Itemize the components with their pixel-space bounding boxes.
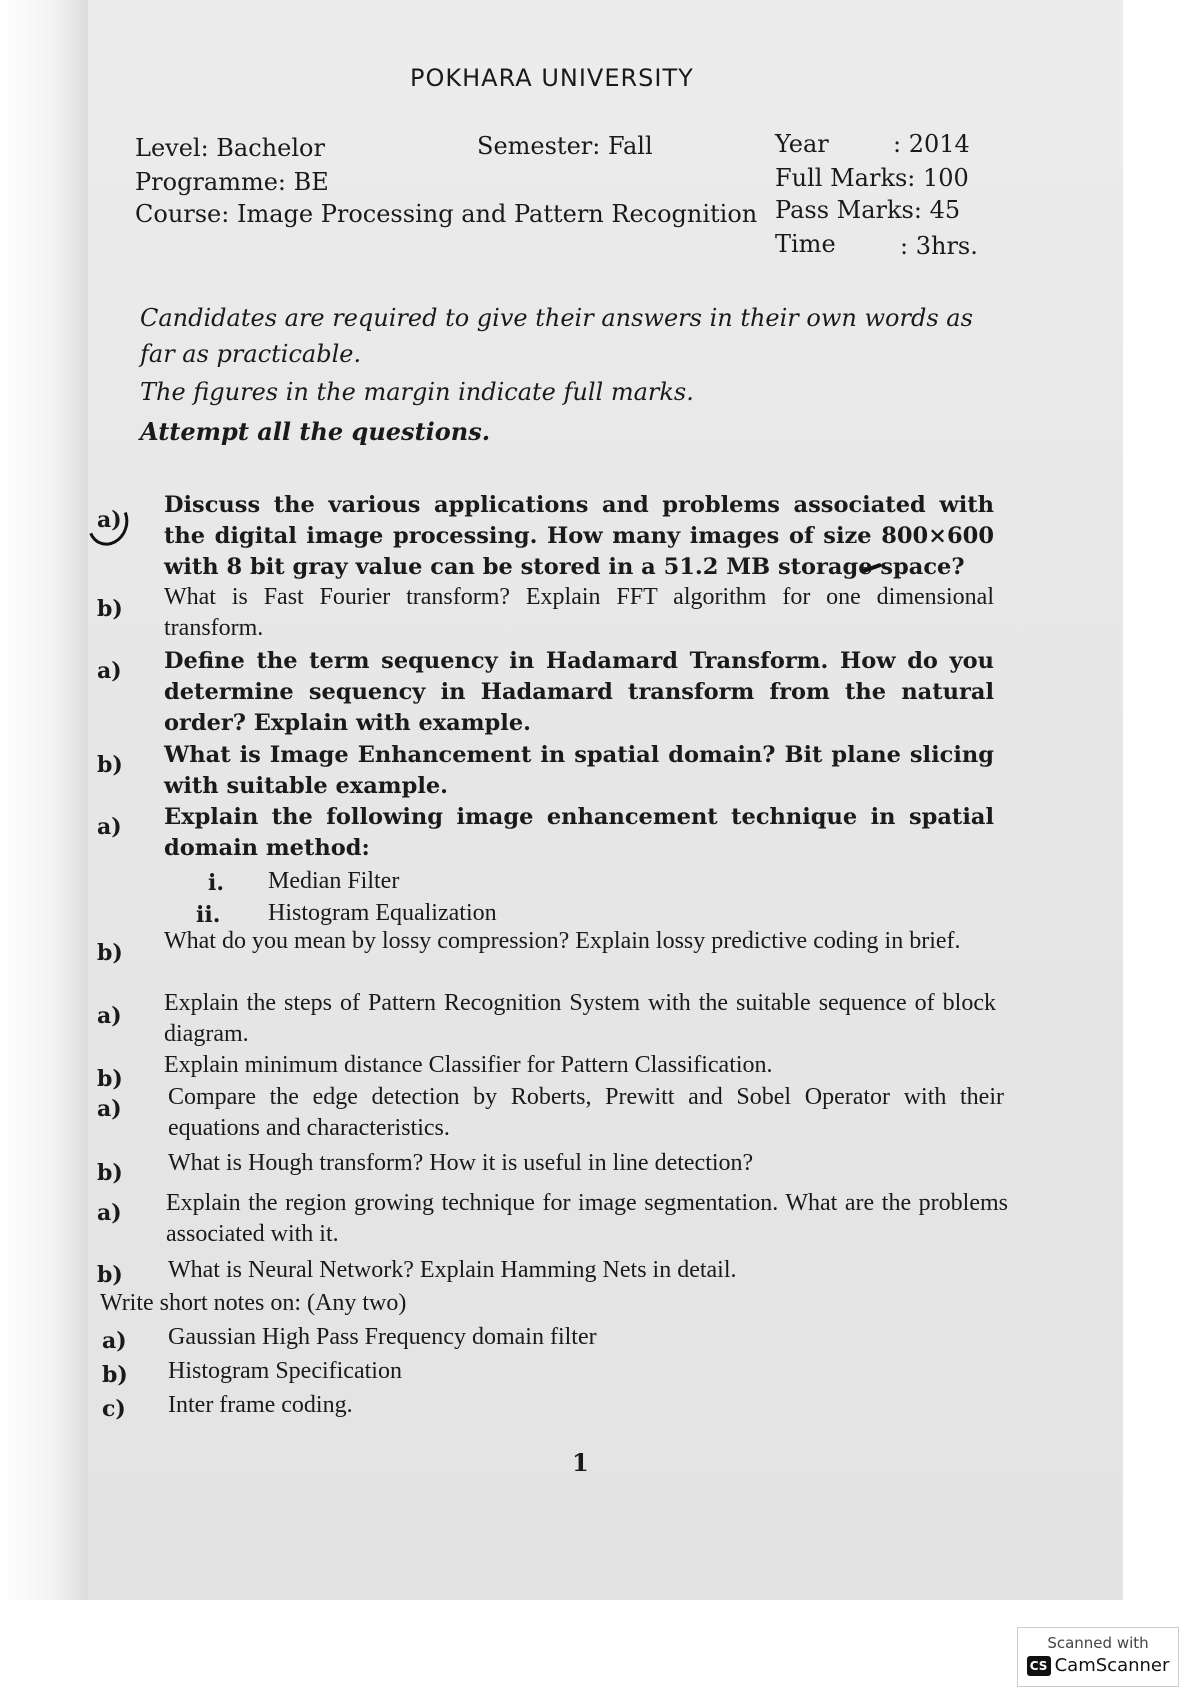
programme: Programme: BE [135,168,329,196]
question-label: b) [97,1066,123,1092]
question-text: What is Neural Network? Explain Hamming Nets in detail. [168,1257,737,1283]
question-text: What do you mean by lossy compression? Explain lossy predictive coding in brief. [164,928,961,954]
sub-item-text: Histogram Equalization [268,900,497,926]
question-label: b) [102,1362,128,1388]
pass-marks: Pass Marks: 45 [775,196,961,224]
question-text: Explain the steps of Pattern Recognition System with the suitable sequence of block diagram. [164,990,996,1047]
year-label: Year [775,130,829,158]
question-label: a) [97,507,122,533]
sub-item-text: Median Filter [268,868,400,894]
course: Course: Image Processing and Pattern Recognition [135,200,758,228]
question-label: b) [97,940,123,966]
question-text: What is Hough transform? How it is useful in line detection? [168,1150,754,1176]
question-text: Inter frame coding. [168,1392,353,1418]
time-label: Time [775,230,836,258]
university-title: POKHARA UNIVERSITY [410,64,694,92]
page-number: 1 [572,1448,589,1477]
question-text: Compare the edge detection by Roberts, Prewitt and Sobel Operator with their equations and characteristics. [168,1084,1004,1141]
question-text: Explain the region growing technique for image segmentation. What are the problems associated with it. [166,1190,1008,1247]
camscanner-watermark [1017,1627,1179,1687]
question-text: What is Fast Fourier transform? Explain FFT algorithm for one dimensional transform. [164,584,994,641]
question-label: b) [97,1262,123,1288]
instruction-own-words: Candidates are required to give their answers in their own words as far as practicable. [140,304,973,368]
question-label: a) [97,1003,122,1029]
watermark-scanned-with: Scanned with [1047,1634,1149,1652]
question-text: Histogram Specification [168,1358,402,1384]
year-value: : 2014 [893,130,970,158]
semester: Semester: Fall [477,132,653,160]
sub-item-label: i. [208,870,225,896]
page-shadow-edge [0,0,88,1600]
watermark-brand: CamScanner [1054,1655,1170,1676]
question-label: a) [102,1328,127,1354]
question-label: b) [97,752,123,778]
question-label: b) [97,1160,123,1186]
question-label: a) [97,658,122,684]
camscanner-logo-icon: CS [1027,1656,1051,1676]
sub-item-label: ii. [196,902,221,928]
question-label: c) [102,1396,126,1422]
level: Level: Bachelor [135,134,325,162]
full-marks: Full Marks: 100 [775,164,969,192]
question-text: Gaussian High Pass Frequency domain filter [168,1324,597,1350]
question-text: Explain minimum distance Classifier for Pattern Classification. [164,1052,773,1078]
question-text: Discuss the various applications and problems associated with the digital image processing. How many images of size 800×600 with 8 bit gray value can be stored in a 51.2 MB storage space? [164,492,994,580]
time-value: : 3hrs. [900,232,978,260]
question-text: Explain the following image enhancement technique in spatial domain method: [164,804,994,861]
question-text: What is Image Enhancement in spatial domain? Bit plane slicing with suitable example. [164,742,994,799]
instruction-figures: The figures in the margin indicate full marks. [140,378,694,406]
instruction-attempt-all: Attempt all the questions. [140,417,491,446]
question-label: a) [97,1096,122,1122]
question-label: b) [97,596,123,622]
question-text: Define the term sequency in Hadamard Transform. How do you determine sequency in Hadamard transform from the natural order? Explain with example. [164,648,994,736]
question-label: a) [97,814,122,840]
question-label: a) [97,1200,122,1226]
short-notes-heading: Write short notes on: (Any two) [100,1290,407,1316]
